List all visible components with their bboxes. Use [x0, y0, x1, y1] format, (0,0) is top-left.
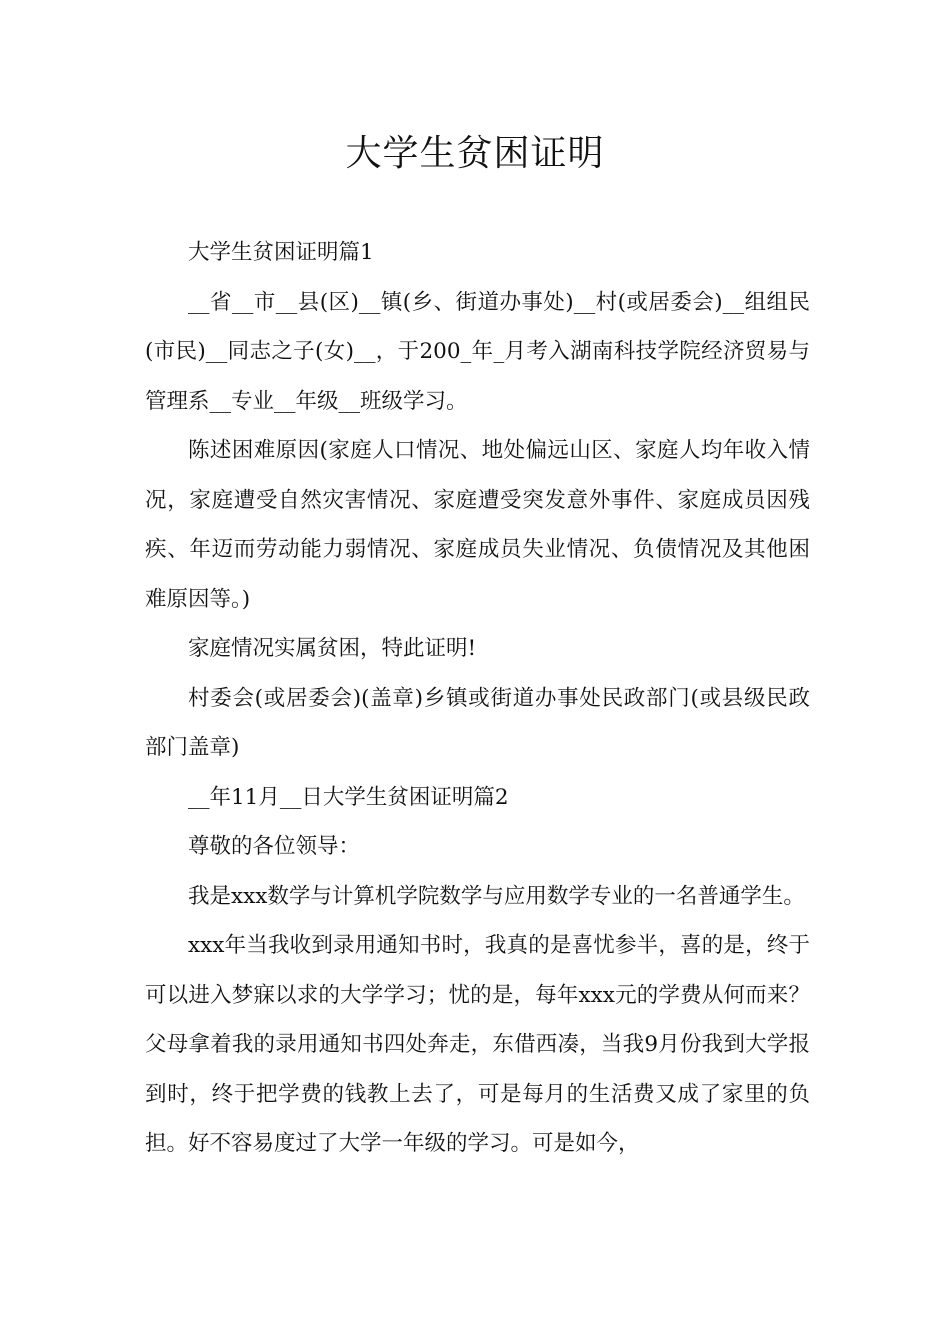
paragraph: 家庭情况实属贫困，特此证明! [188, 636, 477, 661]
paragraph: 大学生贫困证明篇1 [188, 240, 374, 265]
paragraph: 我是xxx数学与计算机学院数学与应用数学专业的一名普通学生。 [188, 883, 805, 909]
paragraph: 陈述困难原因(家庭人口情况、地处偏远山区、家庭人均年收入情况，家庭遭受自然灾害情况、家庭遭受突发意外事件、家庭成员因残疾、年迈而劳动能力弱情况、家庭成员失业情况、负债情况及其他困难原因等。) [145, 438, 810, 612]
paragraph: 村委会(或居委会)(盖章)乡镇或街道办事处民政部门(或县级民政部门盖章) [145, 685, 810, 760]
document-body [145, 228, 810, 1169]
paragraph: 尊敬的各位领导： [188, 834, 361, 859]
paragraph: __年11月__日大学生贫困证明篇2 [188, 784, 509, 810]
paragraph: __省__市__县(区)__镇(乡、街道办事处)__村(或居委会)__组组民(市民)__同志之子(女)__，于200_年_月考入湖南科技学院经济贸易与管理系__专业__年级__班级学习。 [145, 289, 810, 414]
paragraph: xxx年当我收到录用通知书时，我真的是喜忧参半，喜的是，终于可以进入梦寐以求的大学学习；忧的是，每年xxx元的学费从何而来？父母拿着我的录用通知书四处奔走，东借西凑，当我9月份我到大学报到时，终于把学费的钱教上去了，可是每月的生活费又成了家里的负担。好不容易度过了大学一年级的学习。可是如今， [145, 933, 810, 1156]
document-title: 大学生贫困证明 [345, 133, 605, 174]
